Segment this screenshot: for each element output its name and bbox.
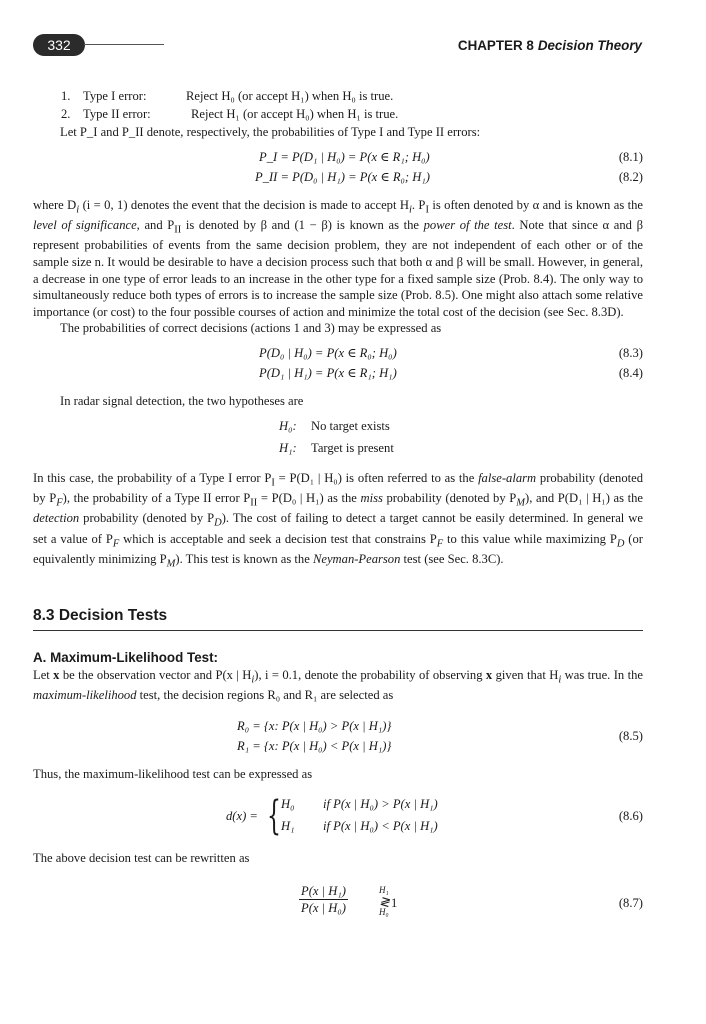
text-run: ). The cost of failing to detect a target cannot be easily determined. In general we set a value of P xyxy=(33,511,643,546)
paragraph-thus: Thus, the maximum-likelihood test can be expressed as xyxy=(33,766,313,781)
emphasis-term: detection xyxy=(33,511,80,526)
bold-symbol: x xyxy=(53,667,60,682)
equation-number: (8.2) xyxy=(618,169,643,184)
text-run: = P(D₁ | H₀) is often referred to as the xyxy=(274,470,479,485)
case-result: H₁ xyxy=(281,819,295,834)
equation-8-4 xyxy=(33,365,643,385)
paragraph-radar: In radar signal detection, the two hypotheses are xyxy=(60,394,304,409)
fraction-numerator: P(x | H₁) xyxy=(301,883,346,898)
text-run: ). This test is known as the xyxy=(175,552,313,567)
text-run: . P xyxy=(411,197,426,212)
text-run: probability (denoted by P xyxy=(33,470,643,505)
relation-bottom: H₀ xyxy=(379,906,389,917)
text-run: to this value while maximizing P xyxy=(443,531,617,546)
text-run: probability (denoted by P xyxy=(382,491,517,505)
equation-8-6 xyxy=(33,793,643,842)
text-run: ), and P(D₁ | H₁) as the xyxy=(525,491,644,505)
equation-8-3 xyxy=(33,345,643,365)
emphasis-term: miss xyxy=(360,491,383,505)
text-run: is often denoted by α and is known as the xyxy=(428,197,644,212)
equation-text: R₀ = {x: P(x | H₀) > P(x | H₁)} xyxy=(237,718,392,733)
emphasis-term: power of the test xyxy=(423,217,512,232)
text-run: = P(D₀ | H₁) as the xyxy=(257,491,361,505)
section-heading: 8.3 Decision Tests xyxy=(33,606,168,624)
text-run: be the observation vector and P(x | H xyxy=(59,667,252,682)
equation-text: P(D₁ | H₁) = P(x ∈ R₁; H₁) xyxy=(259,366,397,381)
equation-number: (8.6) xyxy=(618,809,643,824)
emphasis-term: Neyman-Pearson xyxy=(312,552,401,567)
relation-top: H₁ xyxy=(379,884,389,895)
equation-number: (8.5) xyxy=(618,728,643,743)
subscript: F xyxy=(436,538,444,550)
relation-rhs: 1 xyxy=(391,895,398,910)
subscript: D xyxy=(214,517,222,529)
subscript: i xyxy=(408,204,412,216)
list-item-definition: Reject H₀ (or accept H₁) when H₀ is true. xyxy=(186,89,394,103)
page-header xyxy=(0,0,706,60)
equation-number: (8.1) xyxy=(618,149,643,164)
text-run: test, the decision regions R₀ and R₁ are selected as xyxy=(136,688,394,703)
equation-8-5 xyxy=(33,718,643,758)
hypotheses-block xyxy=(33,418,643,462)
equation-text: P(D₀ | H₀) = P(x ∈ R₀; H₀) xyxy=(259,346,397,361)
equation-line xyxy=(33,718,643,738)
subscript: II xyxy=(250,497,258,509)
subscript: i xyxy=(251,674,255,686)
emphasis-term: level of significance xyxy=(33,217,137,232)
text-run: ), the probability of a Type II error P xyxy=(62,491,251,505)
list-item-number: 1. xyxy=(61,89,71,103)
equation-text: R₁ = {x: P(x | H₀) < P(x | H₁)} xyxy=(237,738,392,753)
header-rule xyxy=(84,44,164,45)
equation-line xyxy=(33,738,643,758)
text-run: given that H xyxy=(492,667,559,682)
list-item-definition: Reject H₁ (or accept H₀) when H₁ is true. xyxy=(191,107,399,121)
text-run: test (see Sec. 8.3C). xyxy=(400,552,504,567)
text-run: (or equivalently minimizing P xyxy=(33,531,643,567)
piecewise-equation xyxy=(33,793,643,842)
page-number: 332 xyxy=(33,34,85,56)
hypothesis-label: H₁: xyxy=(279,440,297,455)
equation-group-8-3-8-4 xyxy=(33,345,643,385)
list-item-label: Type II error: xyxy=(83,107,151,121)
equation-number: (8.7) xyxy=(618,895,643,910)
hypothesis-label: H₀: xyxy=(279,418,297,433)
case-condition: if P(x | H₀) < P(x | H₁) xyxy=(323,819,438,834)
text-run: probability (denoted by P xyxy=(79,511,215,526)
fraction-denominator: P(x | H₀) xyxy=(301,901,346,916)
case-condition: if P(x | H₀) > P(x | H₁) xyxy=(323,797,438,812)
text-run: was true. In the xyxy=(561,667,643,682)
hypothesis-1 xyxy=(33,440,643,462)
text-run: is denoted by β and (1 − β) is known as the xyxy=(181,217,424,232)
paragraph-above: The above decision test can be rewritten as xyxy=(33,851,250,866)
equation-number: (8.3) xyxy=(618,346,643,361)
list-item-number: 2. xyxy=(61,107,71,121)
hypothesis-text: Target is present xyxy=(311,440,394,455)
brace-symbol: { xyxy=(267,793,281,840)
emphasis-term: false-alarm xyxy=(478,470,537,485)
chapter-label: CHAPTER 8 xyxy=(457,38,534,53)
subscript: F xyxy=(112,538,120,550)
subscript: II xyxy=(174,224,182,236)
equation-8-7 xyxy=(33,883,643,923)
hypothesis-text: No target exists xyxy=(311,418,390,433)
subscript: M xyxy=(166,558,176,570)
chapter-name: Decision Theory xyxy=(537,38,642,53)
fraction xyxy=(299,883,348,917)
text-run: where D xyxy=(33,197,77,212)
paragraph-ml xyxy=(33,667,643,704)
equation-group-8-1-8-2 xyxy=(33,149,643,189)
text-run: In this case, the probability of a Type I error P xyxy=(33,470,272,485)
equation-lhs: d(x) = xyxy=(226,809,258,824)
ratio-equation xyxy=(33,883,643,923)
chapter-title xyxy=(458,37,642,55)
hypothesis-0 xyxy=(33,418,643,440)
equation-8-2 xyxy=(33,169,643,189)
error-types-list xyxy=(61,88,643,124)
text-run: (i = 0, 1) denotes the event that the decision is made to accept H xyxy=(79,197,409,212)
equation-text: P_I = P(D₁ | H₀) = P(x ∈ R₁; H₀) xyxy=(259,149,430,164)
subscript: i xyxy=(558,674,562,686)
text-run: ), i = 0.1, denote the probability of observing xyxy=(254,667,486,682)
bold-symbol: x xyxy=(485,667,493,682)
subscript: F xyxy=(56,497,63,509)
case-result: H₀ xyxy=(281,797,295,812)
subsection-heading: A. Maximum-Likelihood Test: xyxy=(33,649,219,665)
paragraph-where xyxy=(33,197,643,321)
text-run: Let xyxy=(33,667,54,682)
relation-symbol: ≷ xyxy=(379,893,390,909)
paragraph-case xyxy=(33,470,643,572)
emphasis-term: maximum-likelihood xyxy=(33,688,137,703)
subscript: i xyxy=(76,204,80,216)
subscript: M xyxy=(516,497,526,509)
equation-text: P_II = P(D₀ | H₁) = P(x ∈ R₀; H₁) xyxy=(255,169,430,184)
list-item xyxy=(61,106,643,124)
paragraph-let: Let P_I and P_II denote, respectively, the probabilities of Type I and Type II errors: xyxy=(60,125,481,139)
subscript: I xyxy=(271,477,275,489)
text-run: which is acceptable and seek a decision test that constrains P xyxy=(119,531,437,546)
page-body xyxy=(33,88,643,931)
subscript: I xyxy=(425,204,429,216)
text-run: , and P xyxy=(136,217,175,232)
equation-8-1 xyxy=(33,149,643,169)
text-run: . Note that since α and β represent probabilities of events from the same decision problem, they are not independent of each other or of the sample size n. It would be desirable to have a decision process such that both α and β will be small. However, in general, a decrease in one type of error leads to an increase in the other type for a fixed sample size (Prob. 8.4). The only way to simultaneously reduce both types of errors is to increase the sample size (Prob. 8.5). One might also attach some relative importance (or cost) to the four possible courses of action and minimize the total cost of the decision (see Sec. 8.3D). xyxy=(33,217,643,319)
subscript: D xyxy=(616,538,625,550)
equation-number: (8.4) xyxy=(618,366,643,381)
list-item-label: Type I error: xyxy=(83,89,147,103)
list-item xyxy=(61,88,643,106)
paragraph-correct: The probabilities of correct decisions (actions 1 and 3) may be expressed as xyxy=(60,321,442,336)
